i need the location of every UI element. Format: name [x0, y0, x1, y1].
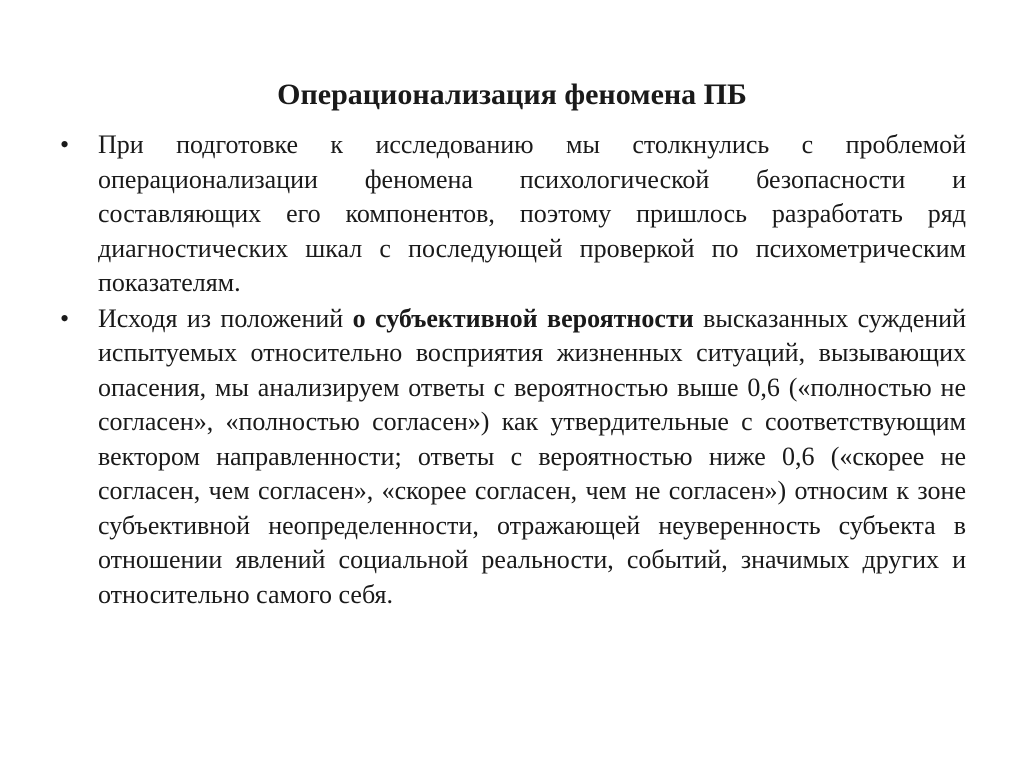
bullet-text-2-start: Исходя из положений: [98, 303, 353, 333]
bullet-text-2: [98, 302, 966, 613]
bullet-list: [60, 128, 966, 613]
bullet-marker-icon: •: [60, 130, 70, 159]
bullet-text-1: При подготовке к исследованию мы столкнулись с проблемой операционализации феномена психологической безопасности и составляющих его компонентов, поэтому пришлось разработать ряд диагностических шкал с последующей проверкой по психометрическим показателям.: [98, 130, 966, 297]
bullet-text-2-bold: о субъективной вероятности: [352, 303, 694, 333]
slide-title: Операционализация феномена ПБ: [277, 78, 747, 111]
bullet-item-1: [60, 128, 966, 301]
bullet-item-2: [60, 302, 966, 613]
bullet-text-2-end: высказанных суждений испытуемых относительно восприятия жизненных ситуаций, вызывающих опасения, мы анализируем ответы с вероятностью выше 0,6 («полностью не согласен», «полностью согласен») как утвердительные с соответствующим вектором направленности; ответы с вероятностью ниже 0,6 («скорее не согласен, чем согласен», «скорее согласен, чем не согласен») относим к зоне субъективной неопределенности, отражающей неуверенность субъекта в отношении явлений социальной реальности, событий, значимых других и относительно самого себя.: [98, 303, 966, 609]
bullet-marker-icon: •: [60, 303, 70, 333]
